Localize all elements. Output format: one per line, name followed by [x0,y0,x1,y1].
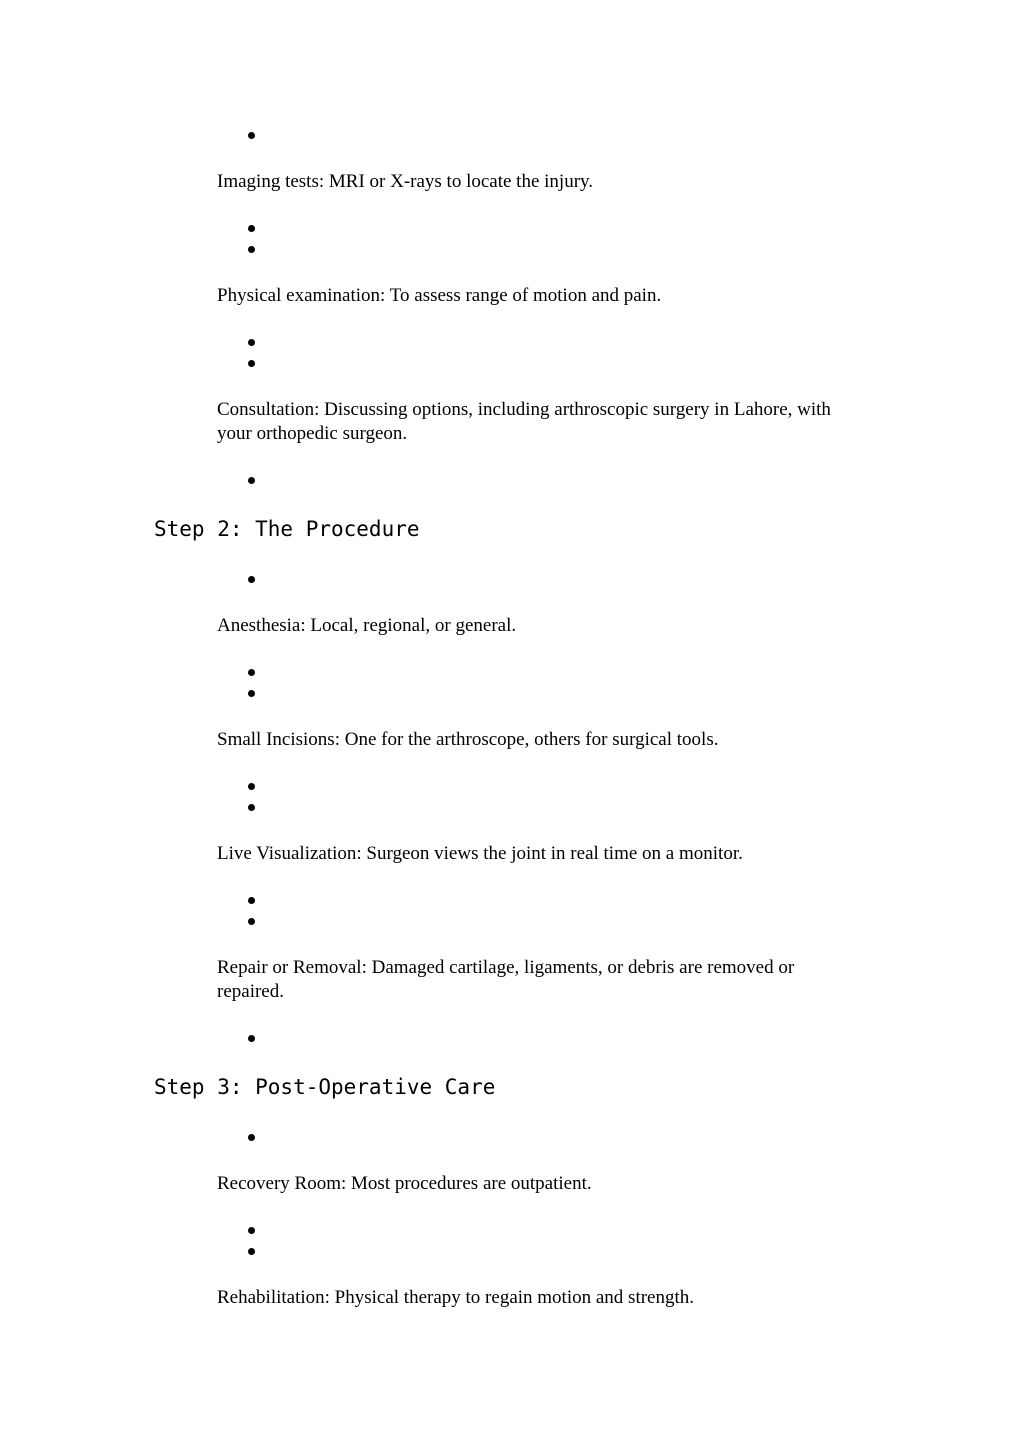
list-bullet [248,669,255,676]
paragraph-incisions: Small Incisions: One for the arthroscope, others for surgical tools. [217,729,719,750]
list-bullet [248,918,255,925]
heading-step-3: Step 3: Post-Operative Care [154,1075,496,1099]
list-bullet [248,132,255,139]
heading-step-2: Step 2: The Procedure [154,517,420,541]
paragraph-imaging: Imaging tests: MRI or X-rays to locate the injury. [217,171,594,192]
list-bullet [248,1248,255,1255]
paragraph-rehabilitation: Rehabilitation: Physical therapy to regain motion and strength. [217,1287,695,1308]
list-bullet [248,360,255,367]
list-bullet [248,690,255,697]
list-bullet [248,1227,255,1234]
list-bullet [248,576,255,583]
list-bullet [248,804,255,811]
list-bullet [248,477,255,484]
list-bullet [248,246,255,253]
paragraph-recovery: Recovery Room: Most procedures are outpatient. [217,1173,592,1194]
list-bullet [248,339,255,346]
list-bullet [248,783,255,790]
paragraph-repair: Repair or Removal: Damaged cartilage, ligaments, or debris are removed or repaired. [217,957,795,1002]
list-bullet [248,225,255,232]
paragraph-visualization: Live Visualization: Surgeon views the joint in real time on a monitor. [217,843,743,864]
paragraph-consultation: Consultation: Discussing options, including arthroscopic surgery in Lahore, with your orthopedic surgeon. [217,399,831,444]
list-bullet [248,1035,255,1042]
paragraph-physical: Physical examination: To assess range of motion and pain. [217,285,662,306]
paragraph-anesthesia: Anesthesia: Local, regional, or general. [217,615,517,636]
list-bullet [248,897,255,904]
list-bullet [248,1134,255,1141]
